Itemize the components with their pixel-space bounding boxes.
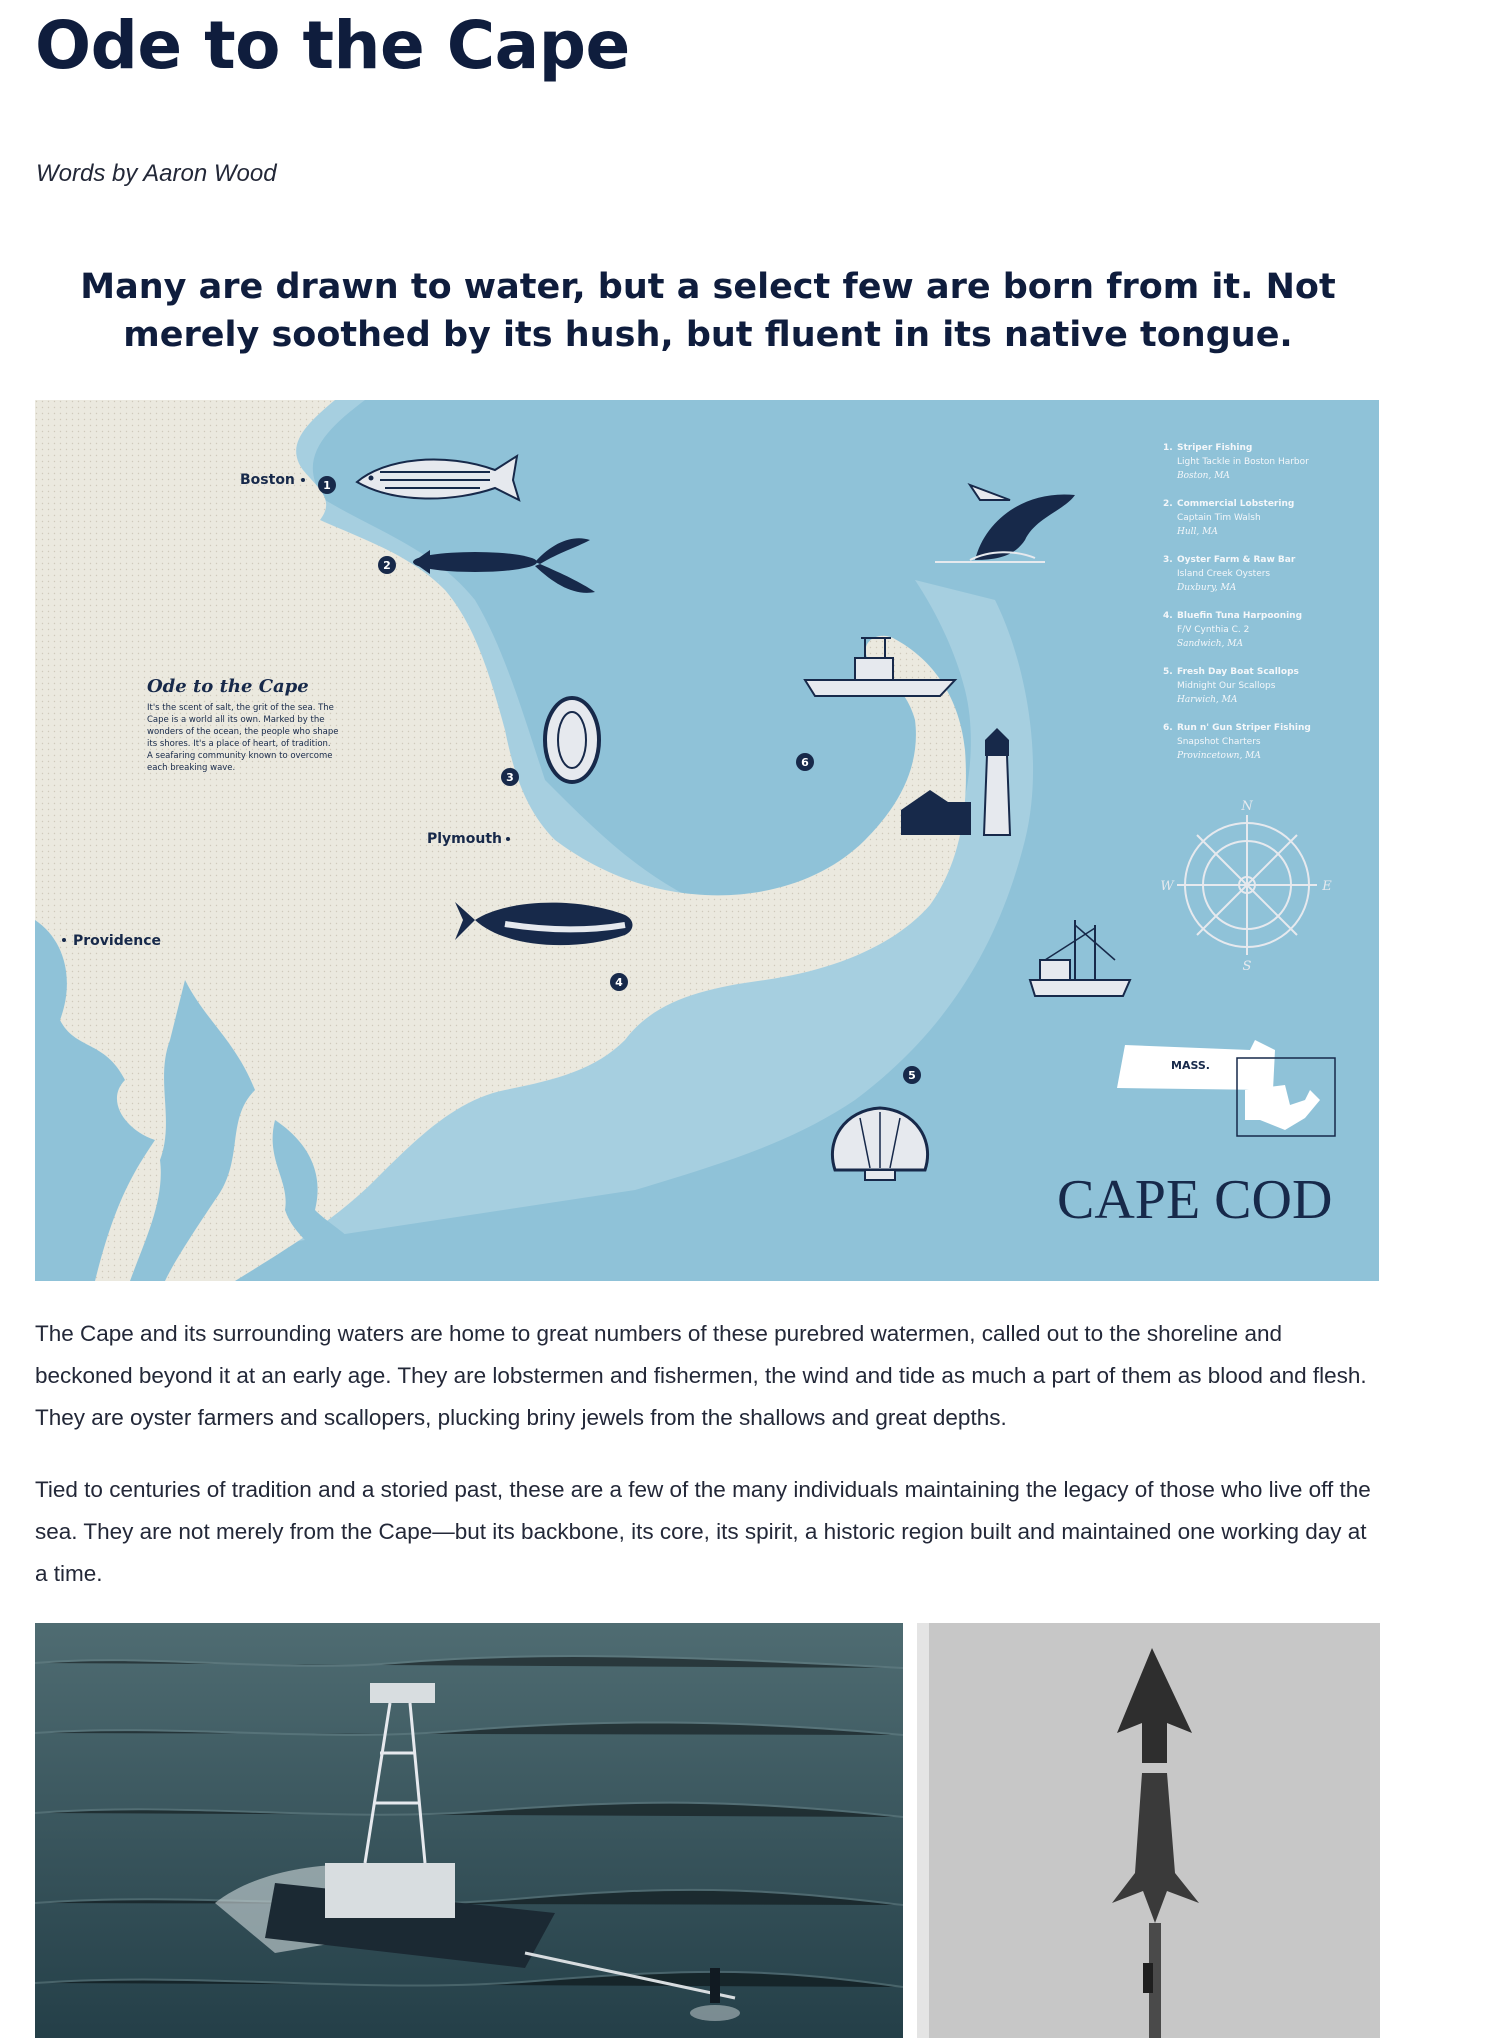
harpoon-boat-photo (35, 1623, 903, 2038)
map-marker-2[interactable] (378, 556, 396, 574)
svg-text:Provincetown, MA: Provincetown, MA (1177, 751, 1261, 761)
svg-text:Sandwich, MA: Sandwich, MA (1177, 639, 1243, 649)
compass-n-label: N (1241, 799, 1253, 814)
svg-text:Harwich, MA: Harwich, MA (1177, 695, 1238, 705)
oyster-icon (545, 698, 599, 782)
svg-text:4.: 4. (1163, 611, 1173, 621)
svg-text:Run n' Gun Striper Fishing: Run n' Gun Striper Fishing (1177, 723, 1311, 733)
map-inset-title: Ode to the Cape (147, 676, 309, 697)
cape-cod-map (35, 400, 1379, 1281)
map-inset-line: Cape is a world all its own. Marked by the (147, 715, 325, 725)
article-title: Ode to the Cape (35, 7, 630, 84)
compass-e-label: E (1322, 879, 1332, 894)
svg-text:Fresh Day Boat Scallops: Fresh Day Boat Scallops (1177, 667, 1299, 677)
map-label-providence: Providence (73, 933, 161, 949)
map-inset-line: wonders of the ocean, the people who shape (147, 727, 339, 737)
svg-text:1.: 1. (1163, 443, 1173, 453)
svg-text:2: 2 (383, 559, 391, 572)
harpoon-tip-photo (917, 1623, 1380, 2038)
compass-rose-icon (1177, 815, 1317, 955)
body-paragraph: The Cape and its surrounding waters are home to great numbers of these purebred watermen, called out to the shoreline and beckoned beyond it at an early age. They are lobstermen and fishermen, the wind and tide as much a part of them as blood and flesh. They are oyster farmers and scallopers, plucking briny jewels from the shallows and great depths. (35, 1321, 1367, 1430)
map-label-plymouth: Plymouth (427, 831, 503, 847)
cape-cod-label: CAPE COD (1057, 1169, 1333, 1231)
svg-text:Striper Fishing: Striper Fishing (1177, 443, 1253, 453)
svg-text:Snapshot Charters: Snapshot Charters (1177, 737, 1261, 747)
svg-text:4: 4 (615, 976, 623, 989)
map-marker-3[interactable] (501, 768, 519, 786)
map-inset-line: It's the scent of salt, the grit of the sea. The (147, 703, 334, 713)
svg-text:Light Tackle in Boston Harbor: Light Tackle in Boston Harbor (1177, 457, 1309, 467)
article-lede: Many are drawn to water, but a select few are born from it. Not merely soothed by its hush, but fluent in its native tongue. (80, 267, 1336, 355)
map-inset-line: A seafaring community known to overcome (147, 751, 333, 761)
svg-text:F/V Cynthia C. 2: F/V Cynthia C. 2 (1177, 625, 1250, 635)
svg-text:Commercial Lobstering: Commercial Lobstering (1177, 499, 1295, 509)
svg-text:3: 3 (506, 771, 514, 784)
svg-text:Bluefin Tuna Harpooning: Bluefin Tuna Harpooning (1177, 611, 1303, 621)
state-label: MASS. (1171, 1059, 1210, 1072)
svg-text:2.: 2. (1163, 499, 1173, 509)
svg-text:5.: 5. (1163, 667, 1173, 677)
svg-text:Captain Tim Walsh: Captain Tim Walsh (1177, 513, 1261, 523)
map-inset-line: its shores. It's a place of heart, of tradition. (147, 739, 331, 749)
map-marker-4[interactable] (610, 973, 628, 991)
svg-text:5: 5 (908, 1069, 916, 1082)
compass-s-label: S (1242, 959, 1252, 974)
svg-text:1: 1 (323, 479, 331, 492)
map-marker-1[interactable] (318, 476, 336, 494)
map-marker-5[interactable] (903, 1066, 921, 1084)
svg-text:Oyster Farm & Raw Bar: Oyster Farm & Raw Bar (1177, 555, 1296, 565)
svg-text:6.: 6. (1163, 723, 1173, 733)
compass-w-label: W (1160, 879, 1174, 894)
svg-text:6: 6 (801, 756, 809, 769)
map-inset-line: each breaking wave. (147, 763, 236, 773)
body-paragraph: Tied to centuries of tradition and a storied past, these are a few of the many individuals maintaining the legacy of those who live off the sea. They are not merely from the Cape—but its backbone, its core, its spirit, a historic region built and maintained one working day at a time. (35, 1477, 1371, 1586)
svg-text:Island Creek Oysters: Island Creek Oysters (1177, 569, 1271, 579)
svg-text:Hull, MA: Hull, MA (1177, 527, 1218, 537)
svg-text:Midnight Our Scallops: Midnight Our Scallops (1177, 681, 1276, 691)
map-label-boston: Boston (240, 472, 295, 488)
svg-text:Boston, MA: Boston, MA (1177, 471, 1230, 481)
article-byline: Words by Aaron Wood (36, 160, 277, 187)
svg-text:3.: 3. (1163, 555, 1173, 565)
map-marker-6[interactable] (796, 753, 814, 771)
svg-text:Duxbury, MA: Duxbury, MA (1177, 583, 1237, 593)
